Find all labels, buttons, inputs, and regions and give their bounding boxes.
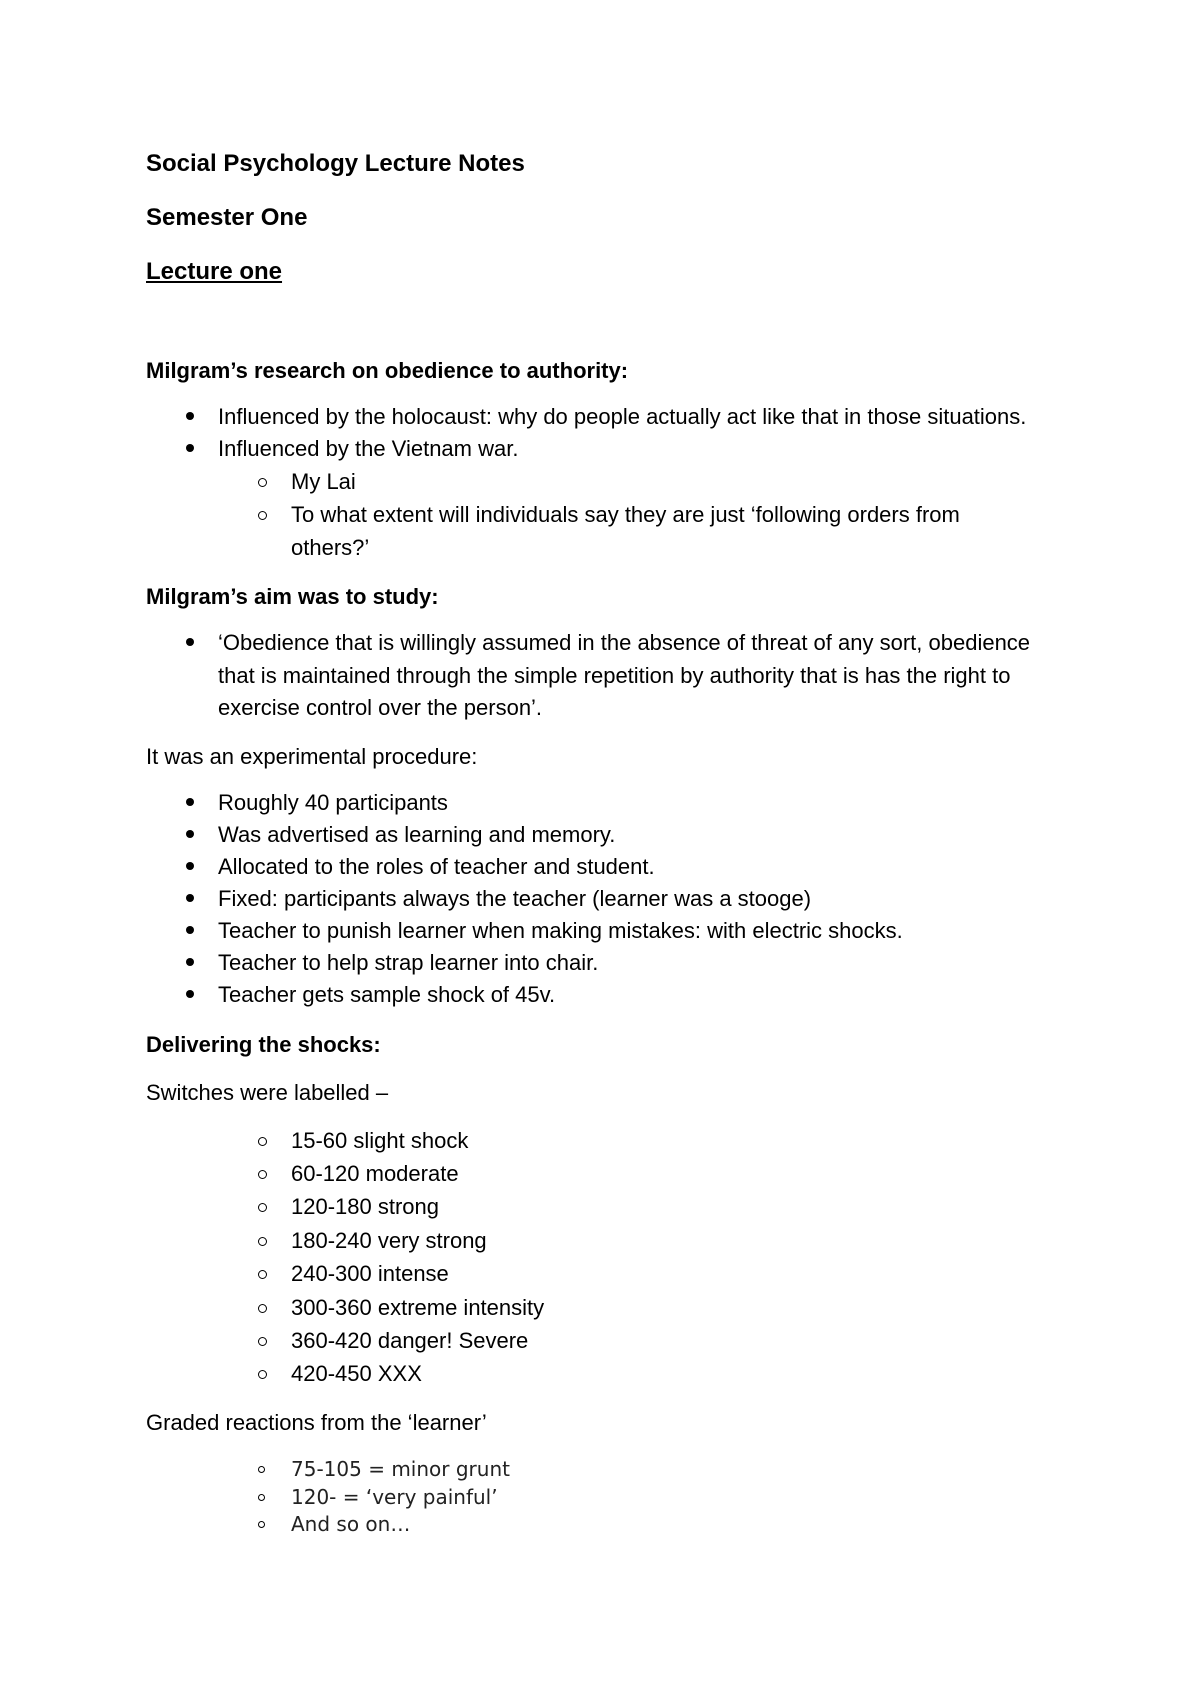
list-item: Teacher to punish learner when making mistakes: with electric shocks. [218, 918, 903, 943]
circle-bullet-icon [258, 1521, 265, 1528]
quote-line: ‘Obedience that is willingly assumed in the absence of threat of any sort, obedience [218, 630, 1031, 655]
bullet-icon [186, 862, 194, 870]
list-item: Was advertised as learning and memory. [218, 822, 616, 847]
list-item: 120- = ‘very painful’ [291, 1485, 498, 1509]
list-item: 120-180 strong [291, 1194, 439, 1219]
section-heading: It was an experimental procedure: [146, 744, 478, 769]
list-item: 240-300 intense [291, 1261, 449, 1286]
list-item: Roughly 40 participants [218, 790, 448, 815]
list-item: Influenced by the holocaust: why do people actually act like that in those situations. [218, 404, 1027, 429]
list-item: Teacher to help strap learner into chair. [218, 950, 599, 975]
list-item: And so on… [291, 1512, 411, 1536]
bullet-icon [186, 444, 194, 452]
circle-bullet-icon [258, 478, 267, 487]
document-title: Social Psychology Lecture Notes [146, 150, 525, 177]
quote-line: that is maintained through the simple repetition by authority that is has the right to [218, 663, 1011, 688]
section-heading: Graded reactions from the ‘learner’ [146, 1410, 487, 1435]
bullet-icon [186, 894, 194, 902]
quote-line: exercise control over the person’. [218, 695, 543, 720]
list-item: Allocated to the roles of teacher and student. [218, 854, 655, 879]
list-item: My Lai [291, 469, 356, 494]
list-item: To what extent will individuals say they are just ‘following orders from [291, 502, 960, 527]
section-heading: Milgram’s research on obedience to authority: [146, 358, 629, 383]
circle-bullet-icon [258, 1304, 267, 1313]
circle-bullet-icon [258, 1237, 267, 1246]
bullet-icon [186, 638, 194, 646]
circle-bullet-icon [258, 1137, 267, 1146]
bullet-icon [186, 958, 194, 966]
paragraph: Switches were labelled – [146, 1080, 389, 1105]
list-item: 15-60 slight shock [291, 1128, 469, 1153]
bullet-icon [186, 830, 194, 838]
list-item: Influenced by the Vietnam war. [218, 436, 519, 461]
circle-bullet-icon [258, 511, 267, 520]
list-item-continuation: others?’ [291, 535, 370, 560]
circle-bullet-icon [258, 1370, 267, 1379]
section-heading: Milgram’s aim was to study: [146, 584, 439, 609]
bullet-icon [186, 926, 194, 934]
circle-bullet-icon [258, 1494, 265, 1501]
circle-bullet-icon [258, 1203, 267, 1212]
circle-bullet-icon [258, 1170, 267, 1179]
lecture-heading: Lecture one [146, 258, 283, 285]
circle-bullet-icon [258, 1466, 265, 1473]
list-item: 300-360 extreme intensity [291, 1295, 545, 1320]
bullet-icon [186, 990, 194, 998]
list-item: Teacher gets sample shock of 45v. [218, 982, 556, 1007]
circle-bullet-icon [258, 1337, 267, 1346]
bullet-icon [186, 798, 194, 806]
list-item: 420-450 XXX [291, 1361, 422, 1386]
list-item: Fixed: participants always the teacher (learner was a stooge) [218, 886, 812, 911]
section-heading: Delivering the shocks: [146, 1032, 381, 1057]
list-item: 60-120 moderate [291, 1161, 459, 1186]
bullet-icon [186, 412, 194, 420]
list-item: 360-420 danger! Severe [291, 1328, 529, 1353]
list-item: 180-240 very strong [291, 1228, 487, 1253]
list-item: 75-105 = minor grunt [291, 1457, 510, 1481]
circle-bullet-icon [258, 1270, 267, 1279]
semester-heading: Semester One [146, 204, 308, 231]
